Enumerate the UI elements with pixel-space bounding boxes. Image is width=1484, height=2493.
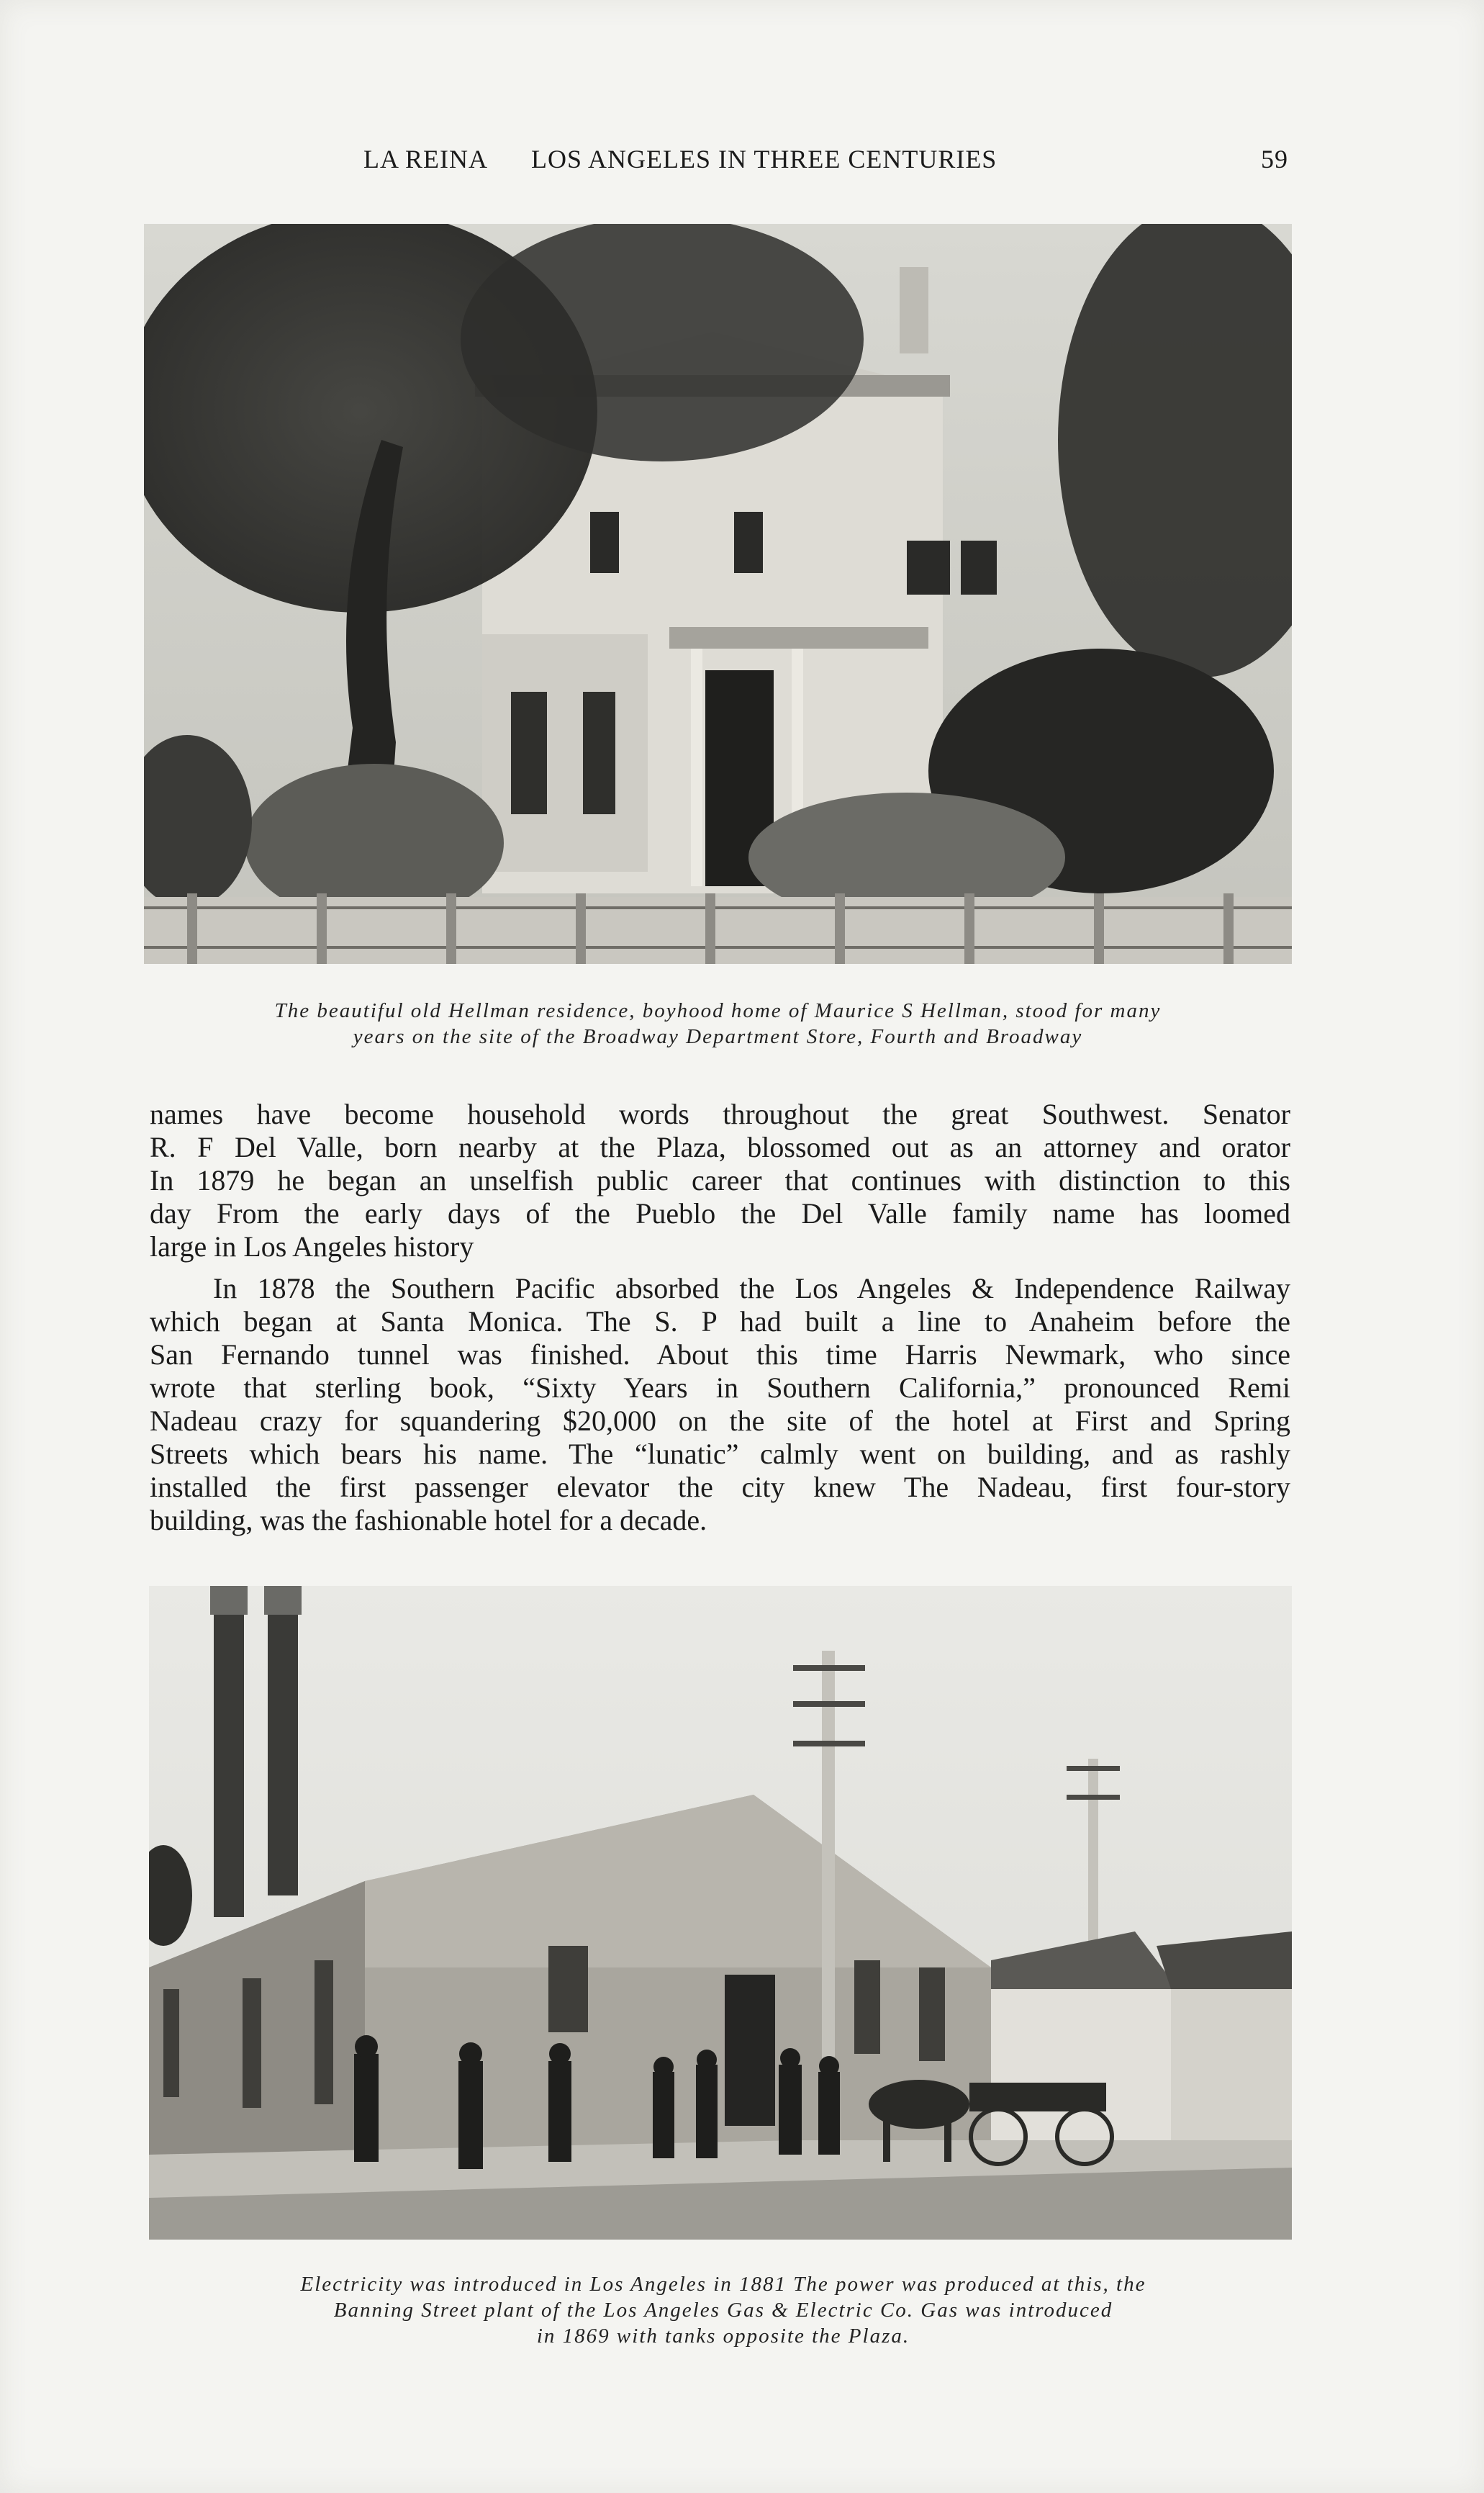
text-line: In 1879 he began an unselfish public career that continues with distinction to this — [150, 1164, 1290, 1196]
page-number: 59 — [1261, 145, 1288, 173]
text-line: In 1878 the Southern Pacific absorbed the Los Angeles & Independence Railway — [213, 1272, 1290, 1304]
caption-line: The beautiful old Hellman residence, boyhood home of Maurice S Hellman, stood for many — [274, 999, 1162, 1022]
text-line: Nadeau crazy for squandering $20,000 on the site of the hotel at First and Spring — [150, 1405, 1290, 1437]
paragraph-del-valle — [150, 1098, 1290, 1263]
banning-street-plant-photo — [149, 1586, 1292, 2240]
text-line: installed the first passenger elevator the city knew The Nadeau, first four-story — [150, 1471, 1290, 1503]
caption-line: Electricity was introduced in Los Angeles in 1881 The power was produced at this, the — [300, 2273, 1146, 2296]
paragraph-southern-pacific — [150, 1272, 1290, 1537]
caption-line: years on the site of the Broadway Department Store, Fourth and Broadway — [353, 1025, 1083, 1048]
caption-banning-street-plant — [151, 2271, 1295, 2349]
text-line: wrote that sterling book, “Sixty Years in Southern California,” pronounced Remi — [150, 1371, 1290, 1404]
running-title — [363, 144, 997, 174]
text-line: Streets which bears his name. The “lunatic” calmly went on building, and as rashly — [150, 1438, 1290, 1470]
text-line: San Fernando tunnel was finished. About this time Harris Newmark, who since — [150, 1338, 1290, 1371]
running-header — [144, 144, 1288, 180]
text-line: which began at Santa Monica. The S. P had built a line to Anaheim before the — [150, 1305, 1290, 1338]
text-line: large in Los Angeles history — [150, 1230, 474, 1263]
banning-street-plant-illustration — [149, 1586, 1292, 2240]
caption-line: in 1869 with tanks opposite the Plaza. — [536, 2325, 910, 2348]
book-title-left: LA REINA — [363, 145, 488, 173]
text-line: names have become household words throughout the great Southwest. Senator — [150, 1098, 1290, 1130]
text-line: R. F Del Valle, born nearby at the Plaza, blossomed out as an attorney and orator — [150, 1131, 1290, 1163]
text-line: building, was the fashionable hotel for a decade. — [150, 1504, 707, 1536]
text-line: day From the early days of the Pueblo the Del Valle family name has loomed — [150, 1197, 1290, 1230]
caption-line: Banning Street plant of the Los Angeles Gas & Electric Co. Gas was introduced — [333, 2299, 1113, 2322]
book-title-right: LOS ANGELES IN THREE CENTURIES — [531, 145, 997, 173]
hellman-residence-illustration — [144, 224, 1292, 964]
hellman-residence-photo — [144, 224, 1292, 964]
caption-hellman-residence — [144, 998, 1292, 1050]
